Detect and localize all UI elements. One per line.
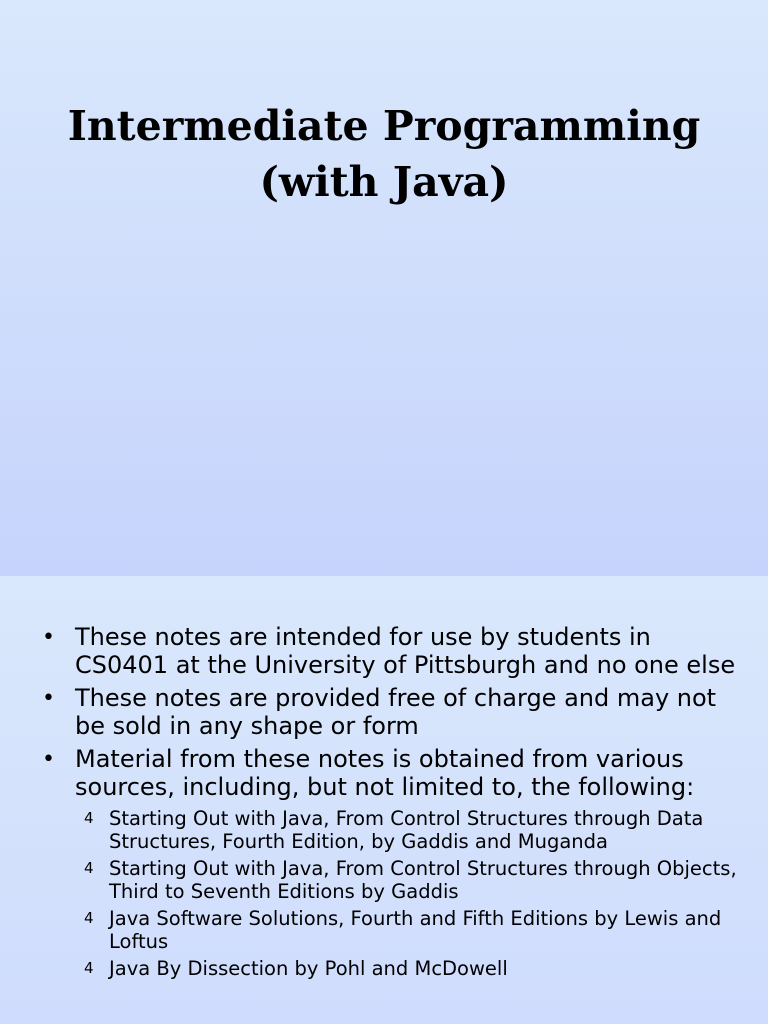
- source-item: [42, 907, 742, 953]
- source-list: [42, 807, 742, 980]
- sub-bullet-icon: 4: [84, 959, 94, 977]
- bullet-item: [42, 624, 742, 679]
- bullet-item: [42, 746, 742, 980]
- title-line-1: Intermediate Programming: [67, 102, 701, 150]
- bullet-icon: •: [42, 625, 55, 650]
- sub-bullet-icon: 4: [84, 809, 94, 827]
- source-item: [42, 957, 742, 980]
- source-text: Java Software Solutions, Fourth and Fifth Editions by Lewis and Loftus: [109, 907, 722, 953]
- bullet-item: [42, 685, 742, 740]
- slide-title: [0, 98, 768, 210]
- sub-bullet-icon: 4: [84, 859, 94, 877]
- bullet-text: Material from these notes is obtained from various sources, including, but not limited to, the following:: [75, 745, 695, 801]
- title-line-2: (with Java): [259, 158, 509, 206]
- source-item: [42, 857, 742, 903]
- bullet-icon: •: [42, 686, 55, 711]
- notes-slide: [0, 576, 768, 1024]
- source-text: Starting Out with Java, From Control Structures through Objects, Third to Seventh Editions by Gaddis: [109, 857, 737, 903]
- source-text: Starting Out with Java, From Control Structures through Data Structures, Fourth Edition, by Gaddis and Muganda: [109, 807, 704, 853]
- bullet-icon: •: [42, 747, 55, 772]
- sub-bullet-icon: 4: [84, 909, 94, 927]
- source-text: Java By Dissection by Pohl and McDowell: [109, 957, 508, 980]
- source-item: [42, 807, 742, 853]
- bullet-text: These notes are intended for use by students in CS0401 at the University of Pittsburgh and no one else: [75, 623, 736, 679]
- bullet-text: These notes are provided free of charge and may not be sold in any shape or form: [75, 684, 717, 740]
- bullet-list: [42, 624, 742, 986]
